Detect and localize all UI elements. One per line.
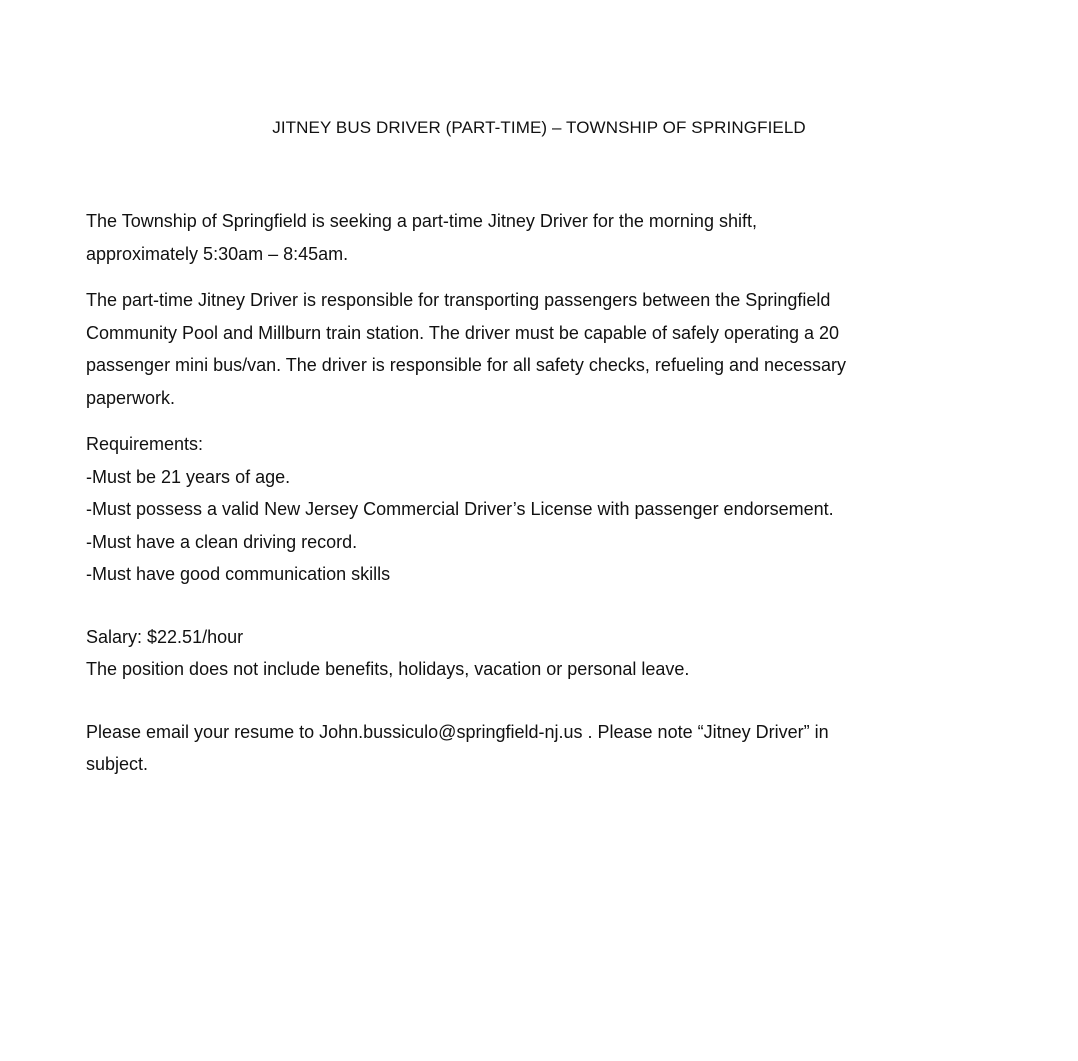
requirement-item: -Must be 21 years of age.: [86, 466, 291, 487]
intro-line: The Township of Springfield is seeking a part-time Jitney Driver for the morning shift,: [86, 211, 757, 231]
duties-line: The part-time Jitney Driver is responsible for transporting passengers between the Springfield: [86, 290, 831, 310]
duties-line: passenger mini bus/van. The driver is responsible for all safety checks, refueling and necessary: [86, 355, 847, 375]
requirements-heading: Requirements:: [86, 434, 204, 454]
contact-line: Please email your resume to John.bussiculo@springfield-nj.us . Please note “Jitney Driver” in: [86, 721, 829, 742]
requirements-section: [86, 428, 986, 591]
contact-line: subject.: [86, 754, 149, 774]
contact-paragraph: [86, 716, 986, 781]
salary-section: [86, 621, 986, 686]
salary-text: Salary: $22.51/hour: [86, 626, 244, 647]
requirement-item: -Must have a clean driving record.: [86, 531, 358, 552]
intro-line: approximately 5:30am – 8:45am.: [86, 243, 349, 264]
requirements-list: [86, 461, 986, 591]
requirement-item: -Must possess a valid New Jersey Commercial Driver’s License with passenger endorsement.: [86, 499, 834, 519]
duties-line: paperwork.: [86, 387, 176, 408]
benefits-note: The position does not include benefits, holidays, vacation or personal leave.: [86, 659, 690, 679]
duties-line: Community Pool and Millburn train station. The driver must be capable of safely operating a 20: [86, 322, 840, 343]
document-title: JITNEY BUS DRIVER (PART-TIME) – TOWNSHIP OF SPRINGFIELD: [272, 118, 806, 137]
requirement-item: -Must have good communication skills: [86, 564, 391, 584]
duties-paragraph: [86, 284, 986, 414]
document-body: [86, 205, 986, 781]
intro-paragraph: [86, 205, 986, 270]
